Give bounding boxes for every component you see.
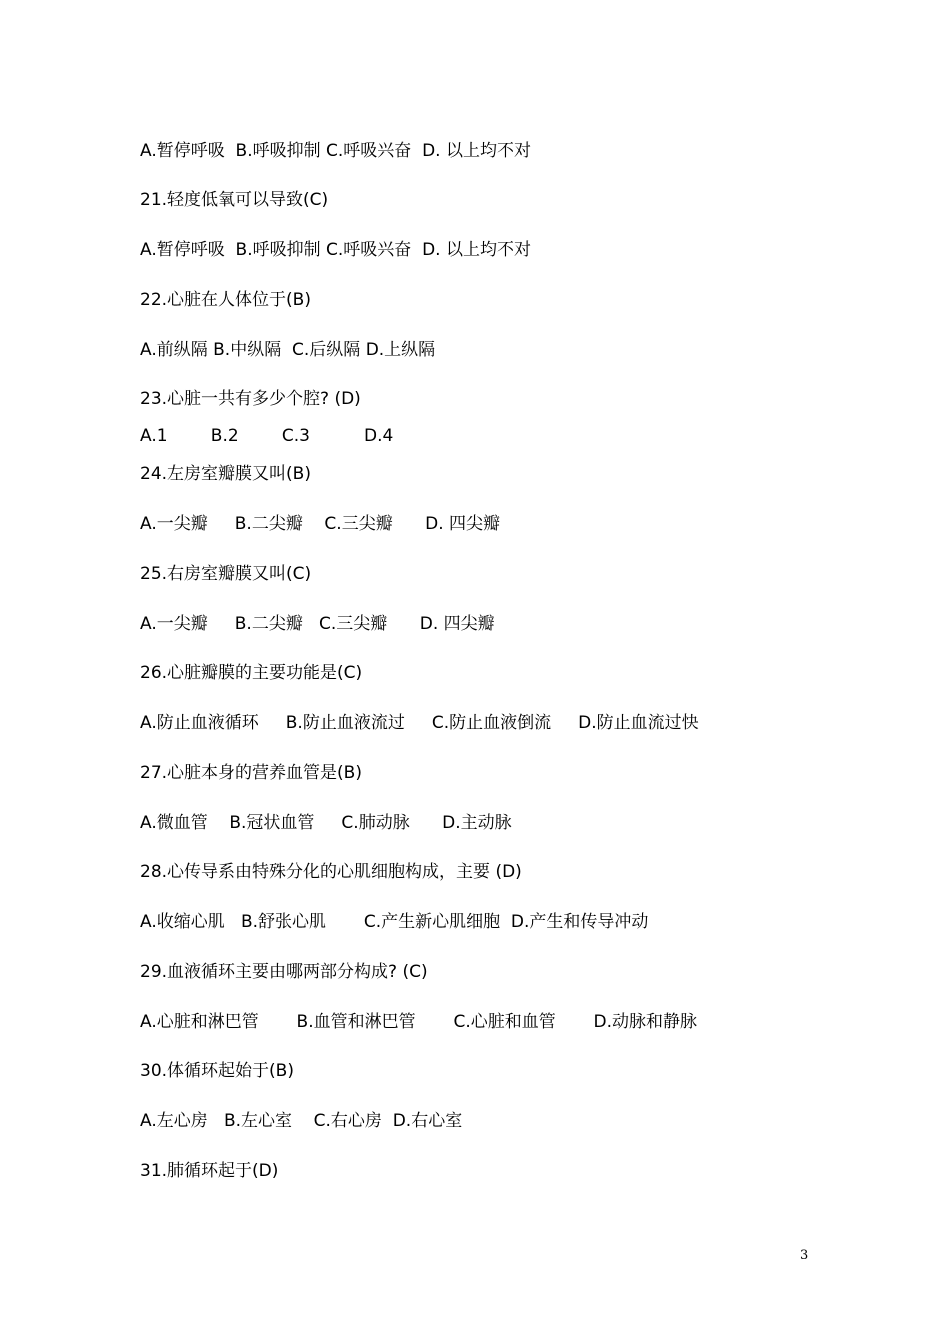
question-30: 30.体循环起始于(B): [140, 1061, 294, 1081]
question-21: 21.轻度低氧可以导致(C): [140, 190, 329, 210]
option-line-q30: A.左心房 B.左心室 C.右心房 D.右心室: [140, 1111, 463, 1131]
question-27: 27.心脏本身的营养血管是(B): [140, 763, 362, 783]
question-29: 29.血液循环主要由哪两部分构成? (C): [140, 962, 428, 982]
option-line-q20: A.暂停呼吸 B.呼吸抑制 C.呼吸兴奋 D. 以上均不对: [140, 141, 531, 161]
option-line-q24: A.一尖瓣 B.二尖瓣 C.三尖瓣 D. 四尖瓣: [140, 514, 501, 534]
option-line-q25: A.一尖瓣 B.二尖瓣 C.三尖瓣 D. 四尖瓣: [140, 614, 495, 634]
option-line-q26: A.防止血液循环 B.防止血液流过 C.防止血液倒流 D.防止血流过快: [140, 713, 699, 733]
question-22: 22.心脏在人体位于(B): [140, 290, 311, 310]
question-23: 23.心脏一共有多少个腔? (D): [140, 389, 361, 409]
question-25: 25.右房室瓣膜又叫(C): [140, 564, 312, 584]
option-line-q28: A.收缩心肌 B.舒张心肌 C.产生新心肌细胞 D.产生和传导冲动: [140, 912, 649, 932]
option-line-q23: A.1 B.2 C.3 D.4: [140, 426, 394, 446]
option-line-q21: A.暂停呼吸 B.呼吸抑制 C.呼吸兴奋 D. 以上均不对: [140, 240, 531, 260]
option-line-q27: A.微血管 B.冠状血管 C.肺动脉 D.主动脉: [140, 813, 512, 833]
option-line-q22: A.前纵隔 B.中纵隔 C.后纵隔 D.上纵隔: [140, 340, 436, 360]
question-26: 26.心脏瓣膜的主要功能是(C): [140, 663, 363, 683]
question-31: 31.肺循环起于(D): [140, 1161, 279, 1181]
question-28: 28.心传导系由特殊分化的心肌细胞构成，主要 (D): [140, 862, 522, 882]
option-line-q29: A.心脏和淋巴管 B.血管和淋巴管 C.心脏和血管 D.动脉和静脉: [140, 1012, 698, 1032]
page-number: 3: [800, 1248, 809, 1263]
question-24: 24.左房室瓣膜又叫(B): [140, 464, 311, 484]
